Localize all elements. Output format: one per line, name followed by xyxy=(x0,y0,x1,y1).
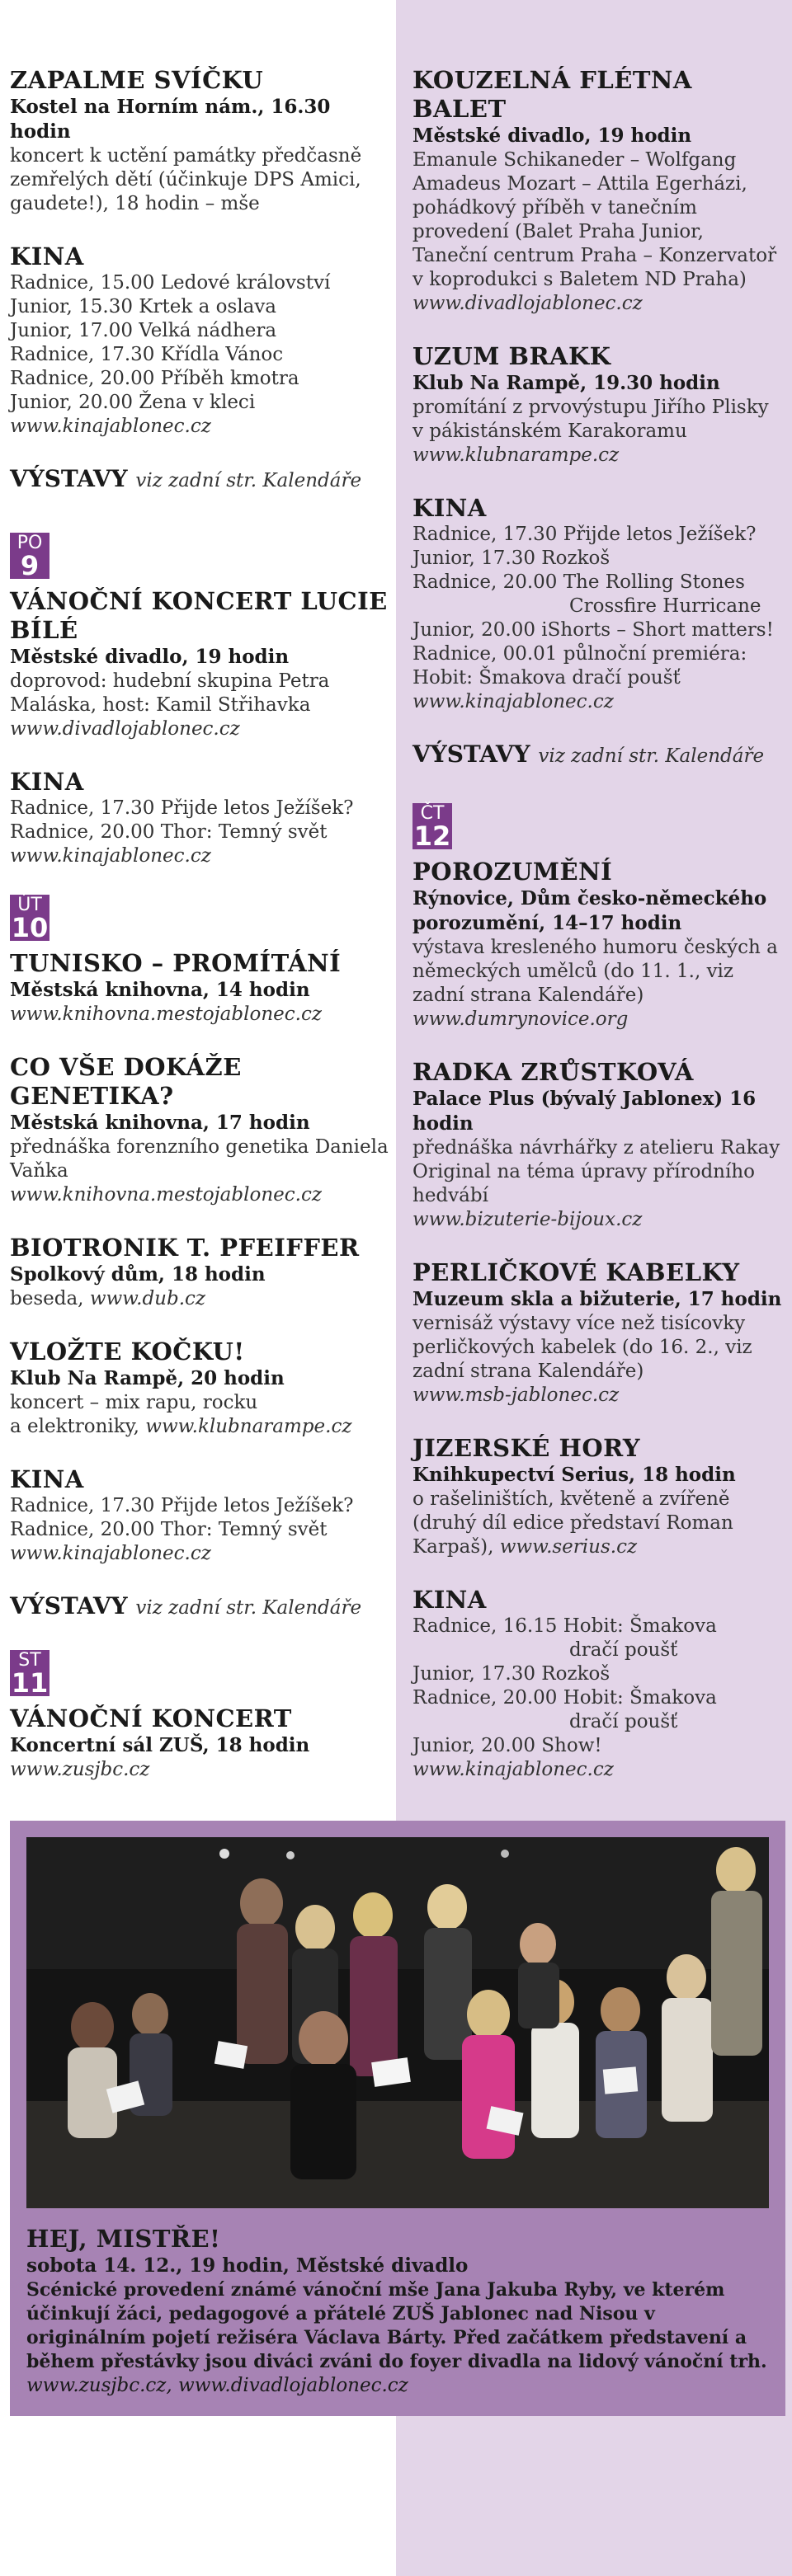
right-column xyxy=(412,66,784,1808)
event-url[interactable]: www.dumrynovice.org xyxy=(412,1008,629,1030)
kina-title: KINA xyxy=(412,494,487,522)
event-venue: Klub Na Rampě, 19.30 hodin xyxy=(412,372,720,394)
event-url[interactable]: www.serius.cz xyxy=(499,1536,638,1558)
event-text-line xyxy=(10,1287,398,1311)
event-url[interactable]: www.zusjbc.cz xyxy=(10,1759,150,1780)
date-day: ÚT xyxy=(17,895,42,915)
event-title: BIOTRONIK T. PFEIFFER xyxy=(10,1234,360,1262)
event-url[interactable]: www.klubnarampe.cz xyxy=(412,444,620,466)
date-day: ČT xyxy=(420,803,445,824)
date-badge-12 xyxy=(412,803,452,852)
kina-line: Radnice, 15.00 Ledové království xyxy=(10,272,331,294)
kina-listing xyxy=(412,1586,784,1782)
event-porozumeni xyxy=(412,858,784,1032)
vystavy-reference: viz zadní str. Kalendáře xyxy=(538,745,765,767)
kina-url[interactable]: www.kinajablonec.cz xyxy=(10,845,211,867)
left-column xyxy=(10,66,398,1808)
date-badge-11 xyxy=(10,1650,50,1699)
event-uzum-brakk xyxy=(412,342,784,468)
kina-listing xyxy=(412,494,784,714)
kina-title: KINA xyxy=(10,1465,84,1493)
date-badge-9 xyxy=(10,533,50,579)
event-text: přednáška forenzního genetika Daniela Vaňka xyxy=(10,1136,389,1182)
event-title: VLOŽTE KOČKU! xyxy=(10,1337,245,1366)
event-title: TUNISKO – PROMÍTÁNÍ xyxy=(10,949,342,977)
kina-line: Hobit: Šmakova dračí poušť xyxy=(412,667,681,689)
kina-title: KINA xyxy=(10,768,84,796)
kina-line: Crossfire Hurricane xyxy=(569,595,761,617)
kina-listing xyxy=(10,1465,398,1566)
event-text: koncert k uctění památky předčasně zemřelých dětí (účinkuje DPS Amici, gaudete!), 18 hodin – mše xyxy=(10,145,362,214)
event-venue: Koncertní sál ZUŠ, 18 hodin xyxy=(10,1734,310,1756)
date-number: 9 xyxy=(20,550,40,581)
kina-url[interactable]: www.kinajablonec.cz xyxy=(412,1759,614,1780)
kina-line: Junior, 17.30 Rozkoš xyxy=(412,548,610,569)
event-url[interactable]: www.bizuterie-bijoux.cz xyxy=(412,1209,643,1230)
event-url[interactable]: www.knihovna.mestojablonec.cz xyxy=(10,1184,322,1206)
event-venue: Rýnovice, Dům česko-německého porozumění, 14–17 hodin xyxy=(412,887,767,934)
vystavy-note xyxy=(10,465,398,495)
event-kouzelna-fletna xyxy=(412,66,784,316)
event-text-line xyxy=(412,1488,784,1559)
event-text: koncert – mix rapu, rocku xyxy=(10,1392,258,1413)
kina-line: Radnice, 17.30 Přijde letos Ježíšek? xyxy=(412,524,757,545)
event-venue: Palace Plus (bývalý Jablonex) 16 hodin xyxy=(412,1088,757,1135)
kina-line: Radnice, 16.15 Hobit: Šmakova xyxy=(412,1615,717,1637)
event-title: POROZUMĚNÍ xyxy=(412,858,613,886)
event-venue: Kostel na Horním nám., 16.30 hodin xyxy=(10,96,331,143)
kina-line: Radnice, 00.01 půlnoční premiéra: xyxy=(412,643,747,665)
event-title: ZAPALME SVÍČKU xyxy=(10,66,264,94)
event-venue: Spolkový dům, 18 hodin xyxy=(10,1263,266,1286)
event-text: a elektroniky, xyxy=(10,1416,139,1437)
event-url[interactable]: www.dub.cz xyxy=(89,1288,206,1309)
kina-line: Radnice, 17.30 Přijde letos Ježíšek? xyxy=(10,1495,354,1516)
event-text: promítání z prvovýstupu Jiřího Plisky v pákistánském Karakoramu xyxy=(412,397,769,442)
vystavy-reference: viz zadní str. Kalendáře xyxy=(135,470,362,491)
choir-photo xyxy=(26,1837,769,2208)
kina-url[interactable]: www.kinajablonec.cz xyxy=(10,1543,211,1564)
vystavy-title: VÝSTAVY xyxy=(412,740,530,768)
event-title: KOUZELNÁ FLÉTNA BALET xyxy=(412,66,692,123)
date-number: 10 xyxy=(11,912,49,943)
event-zapalme-svicku xyxy=(10,66,398,216)
event-text: beseda, xyxy=(10,1288,84,1309)
event-biotronik xyxy=(10,1234,398,1311)
feature-box xyxy=(10,1821,785,2416)
event-venue: Městské divadlo, 19 hodin xyxy=(412,125,692,147)
event-title: PERLIČKOVÉ KABELKY xyxy=(412,1258,740,1286)
kina-line: dračí poušť xyxy=(569,1639,678,1661)
kina-line: Junior, 20.00 Žena v kleci xyxy=(10,392,256,413)
event-url[interactable]: www.knihovna.mestojablonec.cz xyxy=(10,1004,322,1025)
event-tunisko xyxy=(10,949,398,1027)
event-jizerske-hory xyxy=(412,1434,784,1559)
event-perlickove-kabelky xyxy=(412,1258,784,1408)
feature-description: Scénické provedení známé vánoční mše Jana Jakuba Ryby, ve kterém účinkují žáci, pedagogové a přátelé ZUŠ Jablonec nad Nisou v originálním pojetí režiséra Václava Bárty. Před začátkem představení a během přestávky jsou diváci zváni do foyer divadla na lidový vánoční trh. xyxy=(26,2279,767,2372)
event-venue: Městská knihovna, 14 hodin xyxy=(10,979,310,1001)
kina-line: Junior, 17.00 Velká nádhera xyxy=(10,320,277,341)
event-venue: Klub Na Rampě, 20 hodin xyxy=(10,1367,285,1389)
kina-line: Radnice, 20.00 The Rolling Stones xyxy=(412,571,745,593)
vystavy-title: VÝSTAVY xyxy=(10,465,128,492)
event-venue: Knihkupectví Serius, 18 hodin xyxy=(412,1464,736,1486)
kina-listing xyxy=(10,242,398,439)
event-text-line xyxy=(10,1415,398,1439)
event-url[interactable]: www.klubnarampe.cz xyxy=(145,1416,352,1437)
event-text: přednáška návrhářky z atelieru Rakay Original na téma úpravy přírodního hedvábí xyxy=(412,1137,780,1206)
feature-text xyxy=(26,2225,773,2398)
event-text: vernisáž výstavy více než tisícovky perličkových kabelek (do 16. 2., viz zadní strana Kalendáře) xyxy=(412,1313,752,1382)
vystavy-reference: viz zadní str. Kalendáře xyxy=(135,1597,362,1619)
event-title: UZUM BRAKK xyxy=(412,342,611,370)
event-url[interactable]: www.divadlojablonec.cz xyxy=(10,718,240,740)
event-vanocni-koncert-zus xyxy=(10,1704,398,1782)
event-text: doprovod: hudební skupina Petra Maláska, host: Kamil Střihavka xyxy=(10,670,330,716)
event-title: JIZERSKÉ HORY xyxy=(412,1434,641,1462)
kina-url[interactable]: www.kinajablonec.cz xyxy=(412,691,614,712)
event-title: VÁNOČNÍ KONCERT xyxy=(10,1704,292,1732)
kina-line: Radnice, 20.00 Thor: Temný svět xyxy=(10,1519,328,1540)
kina-line: Radnice, 20.00 Hobit: Šmakova xyxy=(412,1687,717,1709)
date-day: ST xyxy=(18,1650,41,1671)
event-venue: Muzeum skla a bižuterie, 17 hodin xyxy=(412,1288,782,1310)
kina-title: KINA xyxy=(412,1586,487,1614)
kina-url[interactable]: www.kinajablonec.cz xyxy=(10,416,211,437)
date-day: PO xyxy=(16,533,43,553)
kina-line: Radnice, 20.00 Thor: Temný svět xyxy=(10,821,328,843)
event-url[interactable]: www.divadlojablonec.cz xyxy=(412,293,643,314)
event-radka-zrustkova xyxy=(412,1058,784,1232)
event-genetika xyxy=(10,1053,398,1207)
kina-line: Radnice, 17.30 Křídla Vánoc xyxy=(10,344,284,365)
vystavy-note xyxy=(10,1592,398,1622)
event-title: RADKA ZRŮSTKOVÁ xyxy=(412,1058,694,1086)
kina-line: Junior, 20.00 Show! xyxy=(412,1735,602,1756)
feature-title: HEJ, MISTŘE! xyxy=(26,2225,221,2253)
kina-line: Junior, 20.00 iShorts – Short matters! xyxy=(412,619,774,641)
date-number: 11 xyxy=(11,1667,49,1699)
kina-line: Junior, 15.30 Krtek a oslava xyxy=(10,296,277,317)
kina-line: Radnice, 20.00 Příběh kmotra xyxy=(10,368,299,389)
kina-listing xyxy=(10,768,398,868)
kina-line: Junior, 17.30 Rozkoš xyxy=(412,1663,610,1685)
event-title: CO VŠE DOKÁŽE GENETIKA? xyxy=(10,1053,242,1110)
date-number: 12 xyxy=(413,820,451,852)
vystavy-title: VÝSTAVY xyxy=(10,1592,128,1619)
vystavy-note xyxy=(412,740,784,770)
feature-venue: sobota 14. 12., 19 hodin, Městské divadlo xyxy=(26,2254,469,2277)
feature-url[interactable]: www.zusjbc.cz, www.divadlojablonec.cz xyxy=(26,2375,408,2396)
kina-line: Radnice, 17.30 Přijde letos Ježíšek? xyxy=(10,797,354,819)
date-badge-10 xyxy=(10,895,50,941)
choir-photo-illustration xyxy=(26,1837,769,2208)
event-text: o rašeliništích, květeně a zvířeně (druhý díl edice představí Roman Karpaš), xyxy=(412,1488,733,1558)
event-url[interactable]: www.msb-jablonec.cz xyxy=(412,1384,620,1406)
event-text: výstava kresleného humoru českých a německých umělců (do 11. 1., viz zadní strana Kalendáře) xyxy=(412,937,778,1006)
event-text: Emanule Schikaneder – Wolfgang Amadeus Mozart – Attila Egerházi, pohádkový příběh v tanečním provedení (Balet Praha Junior, Taneční centrum Praha – Konzervatoř v koprodukci s Baletem ND Praha) xyxy=(412,149,777,290)
kina-title: KINA xyxy=(10,242,84,270)
kina-line: dračí poušť xyxy=(569,1711,678,1732)
event-vanocni-koncert-lucie-bile xyxy=(10,587,398,741)
event-title: VÁNOČNÍ KONCERT LUCIE BÍLÉ xyxy=(10,587,388,644)
event-vlozte-kocku xyxy=(10,1337,398,1439)
event-venue: Městská knihovna, 17 hodin xyxy=(10,1112,310,1134)
event-venue: Městské divadlo, 19 hodin xyxy=(10,646,290,668)
